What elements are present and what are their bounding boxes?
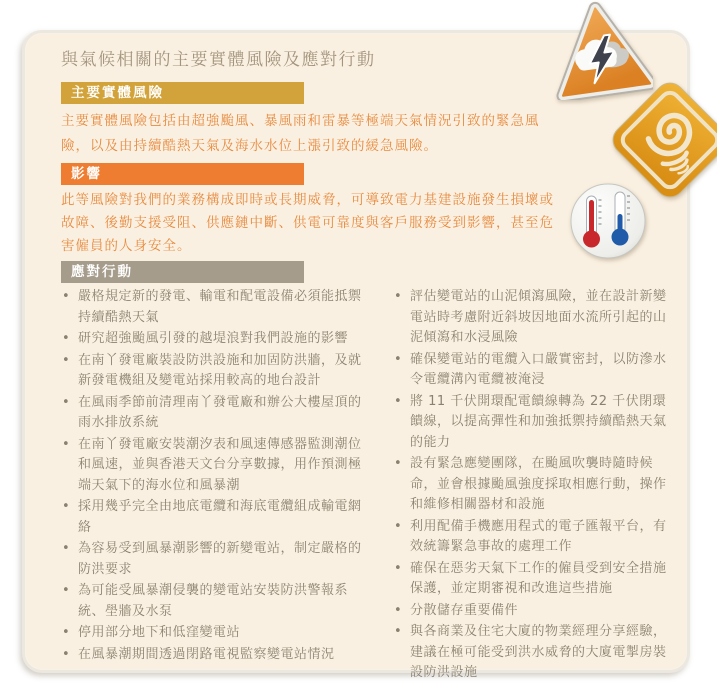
action-item: • 評估變電站的山泥傾瀉風險，並在設計新變電站時考慮附近斜坡因地面水流所引起的山泥傾瀉和水浸風險 <box>393 287 667 349</box>
action-item: • 為容易受到風暴潮影響的新變電站，制定嚴格的防洪要求 <box>61 539 369 580</box>
report-card <box>22 30 690 680</box>
actions-list-left <box>61 287 369 685</box>
action-item: • 在風暴潮期間透過閉路電視監察變電站情況 <box>61 645 369 666</box>
action-item: • 設有緊急應變團隊，在颱風吹襲時隨時候命，並會根據颱風強度採取相應行動，操作和維修相關器材和設施 <box>393 454 667 516</box>
risk-paragraph: 主要實體風險包括由超強颱風、暴風雨和雷暴等極端天氣情況引致的緊急風險，以及由持續酷熱天氣及海水水位上漲引致的緩急風險。 <box>61 113 540 154</box>
action-item: • 確保變電站的電纜入口嚴實密封，以防滲水令電纜溝內電纜被淹浸 <box>393 350 667 391</box>
action-item: • 停用部分地下和低窪變電站 <box>61 623 369 644</box>
action-item: • 分散儲存重要備件 <box>393 601 667 622</box>
section-header-risk: 主要實體風險 <box>61 82 304 104</box>
section-header-actions: 應對行動 <box>61 261 304 283</box>
actions-list-right <box>393 287 667 685</box>
extreme-temperature-icon <box>570 183 646 259</box>
action-item: • 嚴格規定新的發電、輸電和配電設備必須能抵禦持續酷熱天氣 <box>61 287 369 328</box>
action-item: • 在風雨季節前清理南丫發電廠和辦公大樓屋頂的雨水排放系統 <box>61 393 369 434</box>
action-item: • 採用幾乎完全由地底電纜和海底電纜組成輸電網絡 <box>61 497 369 538</box>
action-item: • 在南丫發電廠裝設防洪設施和加固防洪牆，及就新發電機組及變電站採用較高的地台設計 <box>61 351 369 392</box>
impact-paragraph: 此等風險對我們的業務構成即時或長期威脅，可導致電力基建設施發生損壞或故障、後勤支援受阻、供應鏈中斷、供電可靠度與客戶服務受到影響，甚至危害僱員的人身安全。 <box>61 192 554 254</box>
action-item: • 將 11 千伏開環配電饋線轉為 22 千伏閉環饋線，以提高彈性和加強抵禦持續酷熱天氣的能力 <box>393 392 667 454</box>
action-item: • 研究超強颱風引發的越堤浪對我們設施的影響 <box>61 329 369 350</box>
section-header-impact: 影響 <box>61 163 304 185</box>
action-item: • 確保在惡劣天氣下工作的僱員受到安全措施保護，並定期審視和改進這些措施 <box>393 559 667 600</box>
action-item: • 為可能受風暴潮侵襲的變電站安裝防洪警報系統、壆牆及水泵 <box>61 581 369 622</box>
page-title: 與氣候相關的主要實體風險及應對行動 <box>61 50 376 70</box>
action-item: • 與各商業及住宅大廈的物業經理分享經驗，建議在極可能受到洪水威脅的大廈電掣房裝設防洪設施 <box>393 622 667 684</box>
action-item: • 利用配備手機應用程式的電子匯報平台，有效統籌緊急事故的處理工作 <box>393 517 667 558</box>
actions-columns <box>61 287 667 685</box>
action-item: • 在南丫發電廠安裝潮汐表和風速傳感器監測潮位和風速，並與香港天文台分享數據，用作預測極端天氣下的海水位和風暴潮 <box>61 435 369 497</box>
